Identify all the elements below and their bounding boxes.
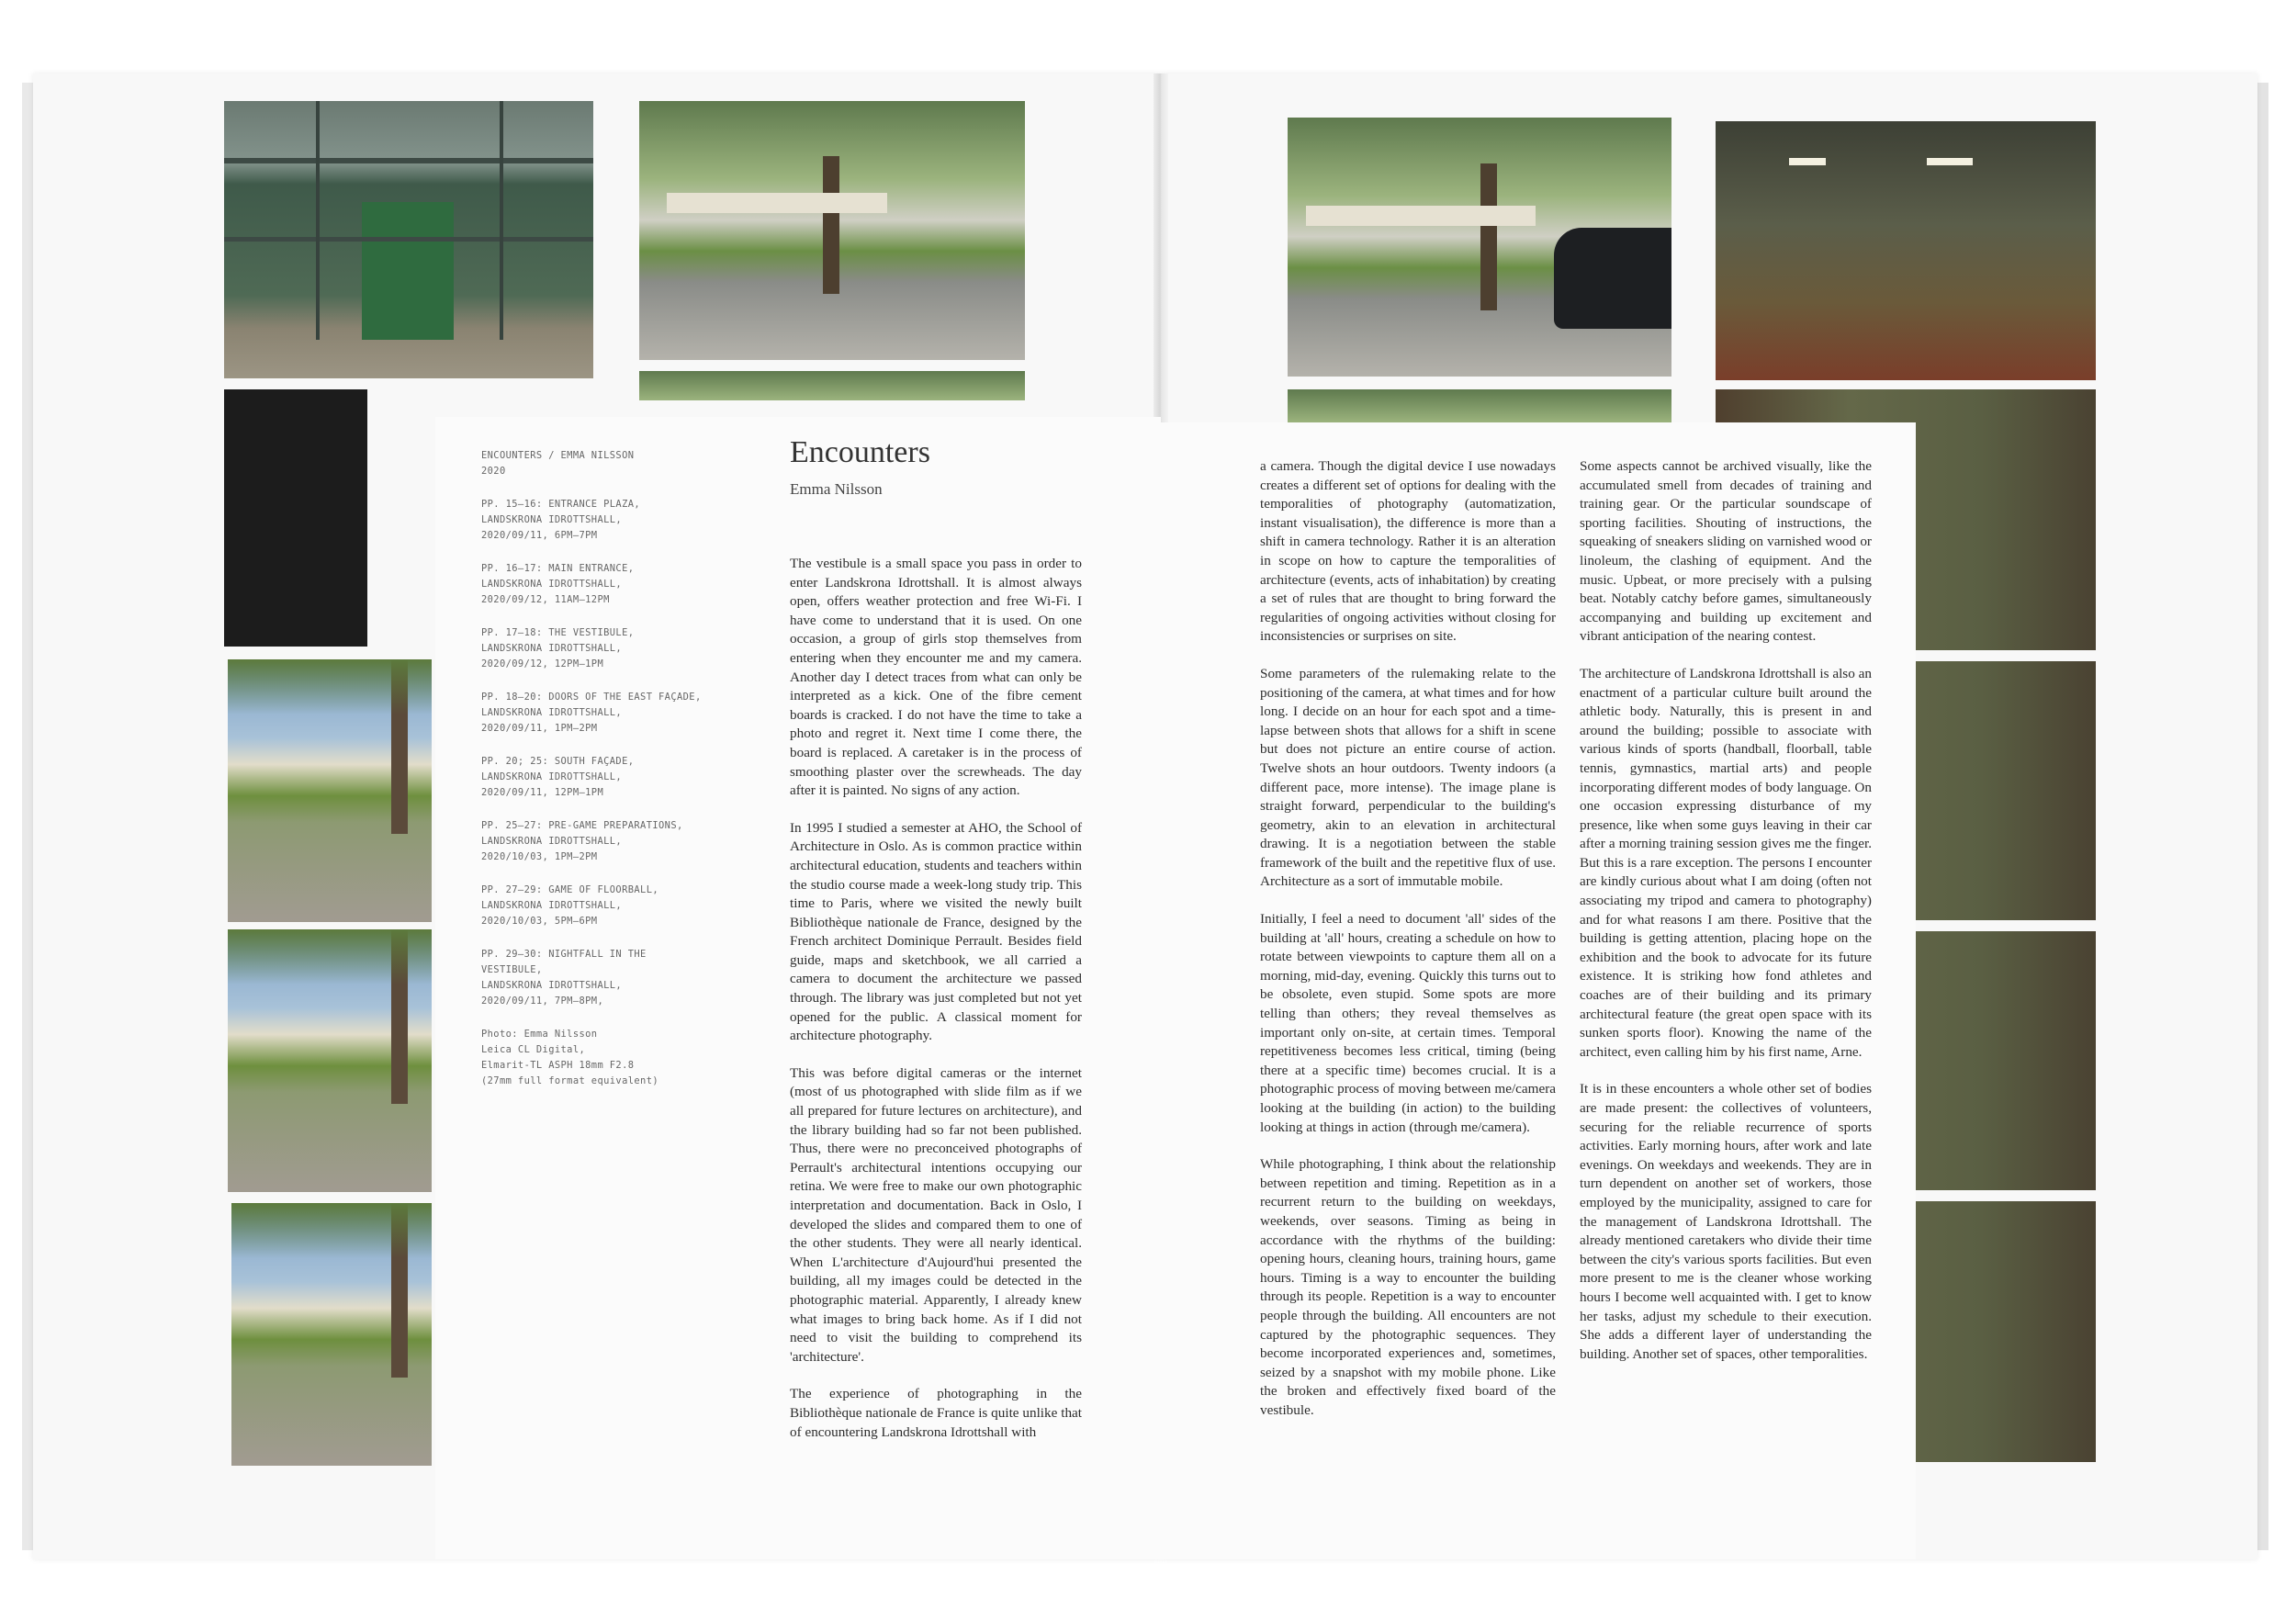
photo-credit: Photo: Emma Nilsson Leica CL Digital, Elmarit-TL ASPH 18mm F2.8 (27mm full format equivalent) — [481, 1029, 659, 1086]
body-column-1 — [790, 555, 1082, 1460]
paragraph: This was before digital cameras or the internet (most of us photographed with slide film as if we all prepared for future lectures on architecture), and the library building had so far not been published. Thus, there were no preconceived photographs of Perrault's architectural intentions occupying our retina. We were free to make our own photographic interpretation and documentation. Back in Oslo, I developed the slides and compared them to one of the other students. They were all nearly identical. When L'architecture d'Aujourd'hui presented the building, all my images could be detected in the photographic material. Apparently, I already knew what images to bring back home. As if I did not need to visit the building to comprehend its 'architecture'. — [790, 1064, 1082, 1365]
caption-item: PP. 29–30: NIGHTFALL IN THE VESTIBULE, LANDSKRONA IDROTTSHALL, 2020/09/11, 7PM–8PM, — [481, 949, 647, 1007]
paragraph: Some aspects cannot be archived visually, like the accumulated smell from decades of training and training gear. Or the particular soundscape of sporting facilities. Shouting of instructions, the squeaking of sneakers sliding on varnished wood or linoleum, the clashing of equipment. And the music. Upbeat, or more precisely with a pulsing beat. Notably catchy before games, simultaneously accompanying and building up excitement and vibrant anticipation of the nearing contest. — [1580, 458, 1872, 645]
photo-dark-vestibule — [224, 389, 367, 647]
photo-facade-sequence-2 — [228, 929, 432, 1192]
credit-line: ENCOUNTERS / EMMA NILSSON — [481, 450, 635, 461]
photo-south-facade-car — [1288, 118, 1671, 377]
photo-strip-right-top — [1288, 389, 1671, 422]
paragraph: The architecture of Landskrona Idrottshall is also an enactment of a particular culture built around the athletic body. Naturally, this is present in and around the building; possible to associate with various kinds of sports (handball, floorball, table tennis, gymnastics, martial arts) and people incorporating different modes of body language. On one occasion expressing disturbance of my presence, like when some guys leaving in their car after a morning training session gives me the finger. But this is a rare exception. The persons I encounter are kindly curious about what I am doing (often not associating my tripod and camera to photography) and for what reasons I am there. Positive that the building is getting attention, placing hope on the exhibition and the book to advocate for its future existence. It is striking how fond athletes and coaches are of their building and its primary architectural feature (the great open space with its sunken sports floor). Knowing the name of the architect, even calling him by his first name, Arne. — [1580, 665, 1872, 1060]
right-page-edge — [2256, 83, 2268, 1550]
paragraph: It is in these encounters a whole other set of bodies are made present: the collectives of volunteers, securing for the reliable recurrence of sports activities. Early morning hours, after work and late evenings. On weekdays and weekends. They are in turn dependent on another set of workers, those employed by the municipality, assigned to care for the management of Landskrona Idrottshall. The already mentioned caretakers who divide their time between the city's various sports facilities. But even more present to me is the cleaner whose working hours I become well acquainted with. I get to know her tasks, adjust my schedule to their execution. She adds a different layer of understanding the building. Another set of spaces, other temporalities. — [1580, 1081, 1872, 1362]
caption-sidebar — [481, 448, 702, 1107]
article-title: Encounters — [790, 435, 930, 469]
body-column-2 — [1260, 457, 1556, 1439]
photo-entrance-glass-facade — [224, 101, 593, 378]
paragraph: While photographing, I think about the relationship between repetition and timing. Repetition as in a recurrent return to the building on weekdays, weekends, over seasons. Timing as being in accordance with the rhythms of the building: opening hours, cleaning hours, training hours, game hours. Timing is a way to encounter the building through its people. Repetition is a way to encounter people through the building. All encounters are not captured by the photographic sequences. They become incorporated experiences and, sometimes, seized by a snapshot with my mobile phone. Like the broken and effectively fixed board of the vestibule. — [1260, 1156, 1556, 1418]
photo-corridor-1 — [1716, 121, 2096, 380]
caption-item: PP. 17–18: THE VESTIBULE, LANDSKRONA IDROTTSHALL, 2020/09/12, 12PM–1PM — [481, 627, 635, 669]
caption-item: PP. 15–16: ENTRANCE PLAZA, LANDSKRONA IDROTTSHALL, 2020/09/11, 6PM–7PM — [481, 499, 641, 541]
caption-item: PP. 18–20: DOORS OF THE EAST FAÇADE, LANDSKRONA IDROTTSHALL, 2020/09/11, 1PM–2PM — [481, 692, 702, 734]
photo-strip-left-top — [639, 371, 1025, 400]
body-column-3 — [1580, 457, 1872, 1382]
photo-south-facade-tree — [639, 101, 1025, 360]
caption-item: PP. 16–17: MAIN ENTRANCE, LANDSKRONA IDROTTSHALL, 2020/09/12, 11AM–12PM — [481, 563, 635, 605]
caption-item: PP. 20; 25: SOUTH FAÇADE, LANDSKRONA IDROTTSHALL, 2020/09/11, 12PM–1PM — [481, 756, 635, 798]
caption-item: PP. 25–27: PRE-GAME PREPARATIONS, LANDSKRONA IDROTTSHALL, 2020/10/03, 1PM–2PM — [481, 820, 683, 862]
paragraph: The vestibule is a small space you pass in order to enter Landskrona Idrottshall. It is almost always open, offers weather protection and free Wi-Fi. I have come to understand that it is used. On one occasion, a group of girls stop themselves from entering when they encounter me and my camera. Another day I detect traces from what can only be interpreted as a kick. One of the fibre cement boards is cracked. I do not have the time to take a photo and regret it. Next time I come there, the board is replaced. A caretaker is in the process of smoothing plaster over the screwheads. The day after it is painted. No signs of any action. — [790, 556, 1082, 799]
paragraph: Some parameters of the rulemaking relate to the positioning of the camera, at what times and for how long. I decide on an hour for each spot and a time-lapse between shots that allows for a shift in scene but does not picture an entire course of action. Twelve shots an hour outdoors. Twenty indoors (a different pace, more intense). The image plane is straight forward, perpendicular to the building's geometry, akin to an elevation in architectural drawing. It is a negotiation between the stable framework of the built and the repetitive flux of use. Architecture as a sort of immutable mobile. — [1260, 665, 1556, 890]
article-author: Emma Nilsson — [790, 480, 883, 498]
paragraph: In 1995 I studied a semester at AHO, the School of Architecture in Oslo. As is common practice within architectural education, students and teachers within the studio course made a week-long study trip. This time to Paris, where we visited the newly built Bibliothèque nationale de France, designed by the French architect Dominique Perrault. Besides field guide, maps and sketchbook, we all carried a camera to document the architecture we passed through. The library was just completed but not yet opened for the public. A classical moment for architecture photography. — [790, 819, 1082, 1044]
caption-item: PP. 27–29: GAME OF FLOORBALL, LANDSKRONA IDROTTSHALL, 2020/10/03, 5PM–6PM — [481, 884, 659, 927]
photo-facade-sequence-3 — [231, 1203, 432, 1466]
photo-facade-sequence-1 — [228, 659, 432, 922]
paragraph: Initially, I feel a need to document 'all' sides of the building at 'all' hours, creating a schedule on how to rotate between viewpoints to capture them all on a morning, mid-day, evening. Quickly this turns out to be obsolete, even stupid. Some spots are more telling than others; they reveal themselves as important only on-site, at certain times. Temporal repetitiveness becomes less critical, timing (being there at a specific time) becomes crucial. It is a photographic process of moving between me/camera looking at the building (in action) to the building looking at things in action (through me/camera). — [1260, 911, 1556, 1135]
paragraph: The experience of photographing in the Bibliothèque nationale de France is quite unlike that of encountering Landskrona Idrottshall with — [790, 1386, 1082, 1440]
paragraph: a camera. Though the digital device I use nowadays creates a different set of options for dealing with the temporalities of photography (automatization, instant visualisation), the difference is more than a shift in camera technology. Rather it is an alteration in scope on how to capture the temporalities of architecture (events, acts of inhabitation) by creating a set of rules that are thought to bring forward the regularities of ongoing activities without closing for inconsistencies or surprises on site. — [1260, 458, 1556, 645]
year: 2020 — [481, 466, 506, 477]
